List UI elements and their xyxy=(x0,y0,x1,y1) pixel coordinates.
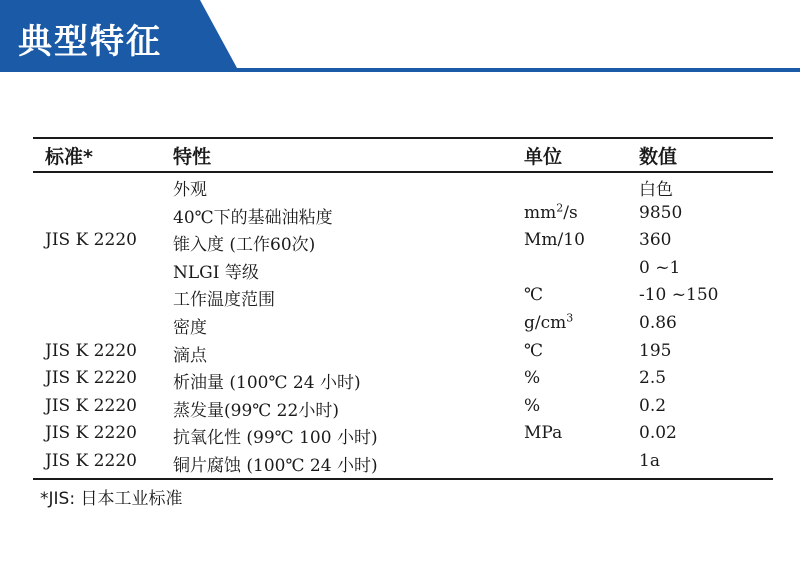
table-row xyxy=(33,396,773,424)
unit-base: g/cm xyxy=(524,313,567,333)
footnote: *JIS: 日本工业标准 xyxy=(40,489,183,509)
header-property: 特性 xyxy=(173,146,212,168)
cell-unit: ℃ xyxy=(524,340,544,361)
header-unit: 单位 xyxy=(524,146,563,168)
header-standard: 标准* xyxy=(45,146,93,168)
cell-unit: Mm/10 xyxy=(524,230,585,251)
cell-value: 9850 xyxy=(639,202,683,223)
cell-property: 铜片腐蚀 (100℃ 24 小时) xyxy=(173,456,378,476)
cell-property: 抗氧化性 (99℃ 100 小时) xyxy=(173,428,378,449)
cell-standard: JIS K 2220 xyxy=(45,230,137,251)
cell-value: 白色 xyxy=(639,180,673,200)
cell-unit xyxy=(524,200,578,223)
cell-value: 195 xyxy=(639,340,672,361)
cell-standard: JIS K 2220 xyxy=(45,368,137,389)
cell-standard: JIS K 2220 xyxy=(45,395,137,416)
table-row xyxy=(33,200,773,231)
cell-value: -10 ~150 xyxy=(639,285,719,306)
unit-tail: /s xyxy=(563,202,578,223)
cell-property: 工作温度范围 xyxy=(173,290,275,311)
table-row xyxy=(33,368,773,396)
table-row xyxy=(33,175,773,203)
unit-superscript: 2 xyxy=(556,200,564,214)
table-row xyxy=(33,341,773,369)
header-value: 数值 xyxy=(639,146,678,168)
table-row xyxy=(33,451,773,479)
cell-value: 0.2 xyxy=(639,395,667,416)
table-row xyxy=(33,258,773,286)
cell-value: 1a xyxy=(639,451,660,471)
cell-unit xyxy=(524,313,573,333)
cell-unit: ℃ xyxy=(524,285,544,306)
table-row xyxy=(33,285,773,313)
cell-value: 360 xyxy=(639,230,672,251)
table-top-rule xyxy=(33,137,773,139)
cell-value: 0.86 xyxy=(639,313,677,333)
cell-value: 0.02 xyxy=(639,423,677,444)
unit-base: mm xyxy=(524,202,557,223)
unit-superscript: 3 xyxy=(566,311,574,325)
cell-property: 密度 xyxy=(173,318,207,338)
cell-standard: JIS K 2220 xyxy=(45,340,137,361)
table-row xyxy=(33,230,773,258)
cell-property: 滴点 xyxy=(173,345,207,366)
cell-unit: MPa xyxy=(524,423,563,444)
cell-unit: % xyxy=(524,368,541,389)
header-divider xyxy=(0,68,800,72)
cell-value: 2.5 xyxy=(639,368,667,389)
header-rule xyxy=(33,171,773,173)
cell-property: 40℃下的基础油粘度 xyxy=(173,207,333,228)
cell-property: 外观 xyxy=(173,180,207,200)
cell-property: 析油量 (100℃ 24 小时) xyxy=(173,373,361,394)
cell-property: NLGI 等级 xyxy=(173,262,259,283)
page-title: 典型特征 xyxy=(18,22,162,62)
cell-property: 锥入度 (工作60次) xyxy=(173,235,316,256)
cell-value: 0 ~1 xyxy=(639,257,681,278)
table-bottom-rule xyxy=(33,478,773,480)
cell-standard: JIS K 2220 xyxy=(45,451,137,471)
cell-property: 蒸发量(99℃ 22小时) xyxy=(173,400,339,421)
cell-standard: JIS K 2220 xyxy=(45,423,137,444)
table-row xyxy=(33,423,773,451)
table-row xyxy=(33,313,773,341)
cell-unit: % xyxy=(524,395,541,416)
